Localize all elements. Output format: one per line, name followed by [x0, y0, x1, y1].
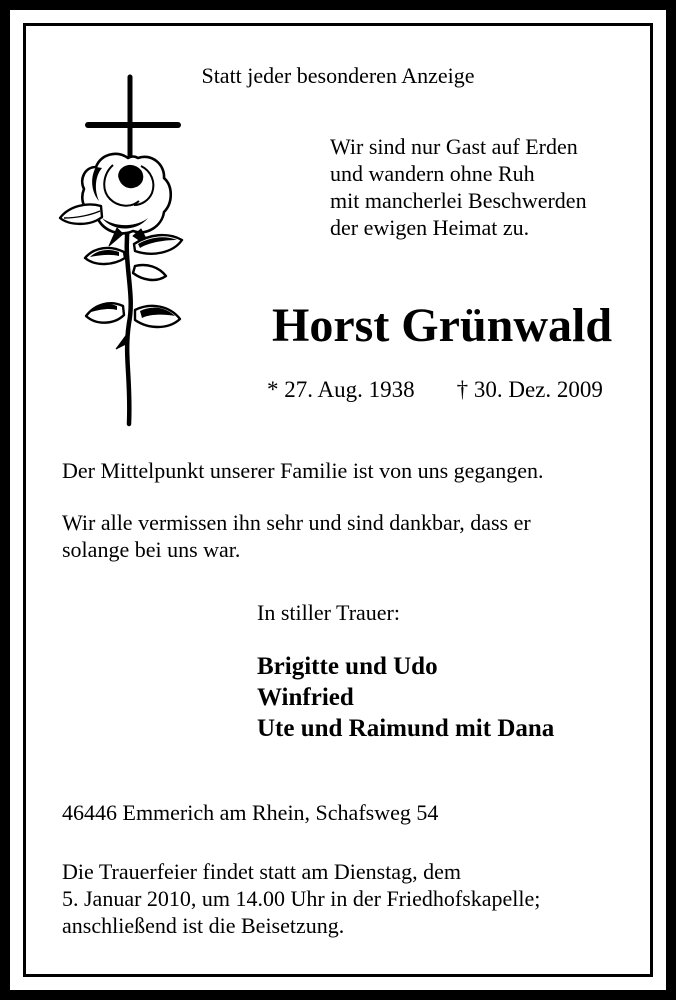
verse-line: Wir sind nur Gast auf Erden — [330, 134, 578, 159]
mourner-names — [257, 651, 554, 744]
funeral-line: 5. Januar 2010, um 14.00 Uhr in der Friedhofskapelle; — [62, 886, 541, 911]
mourning-intro: In stiller Trauer: — [257, 600, 400, 625]
memorial-verse — [330, 133, 587, 241]
funeral-line: anschließend ist die Beisetzung. — [62, 913, 345, 938]
address-line: 46446 Emmerich am Rhein, Schafsweg 54 — [62, 800, 439, 825]
deceased-name: Horst Grünwald — [272, 299, 613, 352]
paragraph-family-center: Der Mittelpunkt unserer Familie ist von uns gegangen. — [62, 458, 544, 483]
mourner-name: Winfried — [257, 684, 354, 711]
birth-date: * 27. Aug. 1938 — [267, 377, 415, 402]
verse-line: mit mancherlei Beschwerden — [330, 188, 587, 213]
funeral-line: Die Trauerfeier findet statt am Dienstag, dem — [62, 859, 461, 884]
death-date: † 30. Dez. 2009 — [456, 377, 603, 402]
life-dates — [267, 376, 603, 403]
verse-line: der ewigen Heimat zu. — [330, 215, 530, 240]
paragraph-we-miss-him — [62, 509, 531, 563]
notice-header: Statt jeder besonderen Anzeige — [201, 63, 475, 88]
paragraph-line: solange bei uns war. — [62, 537, 241, 562]
mourner-name: Ute und Raimund mit Dana — [257, 715, 555, 742]
verse-line: und wandern ohne Ruh — [330, 161, 535, 186]
mourner-name: Brigitte und Udo — [257, 653, 438, 680]
funeral-info — [62, 858, 540, 939]
paragraph-line: Wir alle vermissen ihn sehr und sind dankbar, dass er — [62, 510, 531, 535]
cross-with-rose-icon — [55, 68, 205, 428]
